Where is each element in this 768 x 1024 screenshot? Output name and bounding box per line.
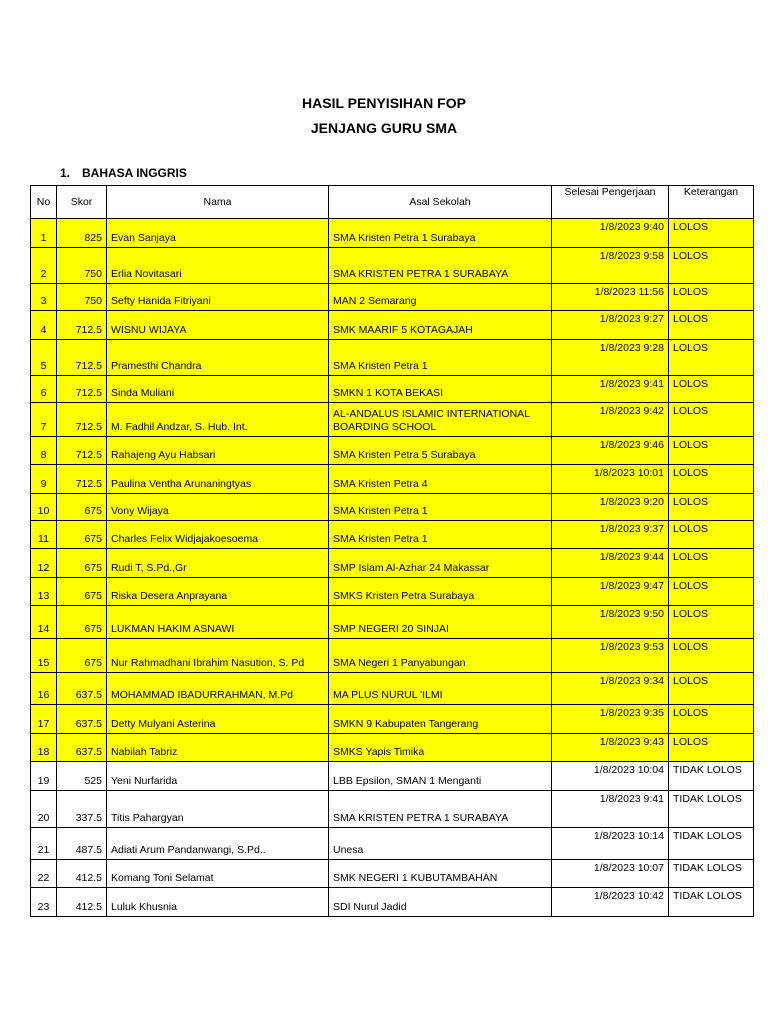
table-row: [31, 219, 754, 248]
cell-selesai-pengerjaan: 1/8/2023 9:41: [552, 791, 669, 828]
cell-nama: WISNU WIJAYA: [107, 311, 329, 340]
cell-nama: Rahajeng Ayu Habsari: [107, 437, 329, 465]
cell-asal-sekolah: SMKS Kristen Petra Surabaya: [329, 578, 552, 606]
header-nama: Nama: [107, 186, 329, 219]
section-title: BAHASA INGGRIS: [82, 166, 187, 180]
cell-nama: Nabilah Tabriz: [107, 734, 329, 762]
cell-selesai-pengerjaan: 1/8/2023 9:27: [552, 311, 669, 340]
table-row: [31, 578, 754, 606]
cell-keterangan: TIDAK LOLOS: [669, 791, 754, 828]
cell-no: 1: [31, 219, 57, 248]
cell-keterangan: LOLOS: [669, 578, 754, 606]
cell-asal-sekolah: SMA Negeri 1 Panyabungan: [329, 639, 552, 673]
cell-selesai-pengerjaan: 1/8/2023 9:40: [552, 219, 669, 248]
cell-asal-sekolah: Unesa: [329, 828, 552, 860]
cell-skor: 412.5: [57, 888, 107, 917]
cell-no: 16: [31, 673, 57, 705]
cell-selesai-pengerjaan: 1/8/2023 9:20: [552, 494, 669, 521]
cell-nama: Rudi T, S.Pd.,Gr: [107, 549, 329, 578]
cell-no: 13: [31, 578, 57, 606]
cell-skor: 675: [57, 494, 107, 521]
cell-skor: 712.5: [57, 340, 107, 376]
cell-keterangan: LOLOS: [669, 437, 754, 465]
header-row: [31, 186, 754, 219]
cell-skor: 637.5: [57, 734, 107, 762]
cell-nama: Riska Desera Anprayana: [107, 578, 329, 606]
cell-asal-sekolah: SMP NEGERI 20 SINJAI: [329, 606, 552, 639]
cell-selesai-pengerjaan: 1/8/2023 9:44: [552, 549, 669, 578]
cell-no: 22: [31, 860, 57, 888]
header-keterangan: Keterangan: [669, 186, 754, 219]
title-line-1: HASIL PENYISIHAN FOP: [302, 95, 466, 111]
table-row: [31, 639, 754, 673]
table-row: [31, 494, 754, 521]
section-heading: [60, 165, 187, 181]
cell-asal-sekolah: SMA KRISTEN PETRA 1 SURABAYA: [329, 248, 552, 284]
cell-skor: 712.5: [57, 465, 107, 494]
cell-no: 8: [31, 437, 57, 465]
table-row: [31, 311, 754, 340]
cell-skor: 675: [57, 606, 107, 639]
table-row: [31, 828, 754, 860]
cell-skor: 712.5: [57, 437, 107, 465]
cell-no: 12: [31, 549, 57, 578]
cell-no: 2: [31, 248, 57, 284]
cell-nama: MOHAMMAD IBADURRAHMAN, M.Pd: [107, 673, 329, 705]
cell-asal-sekolah: SMA Kristen Petra 4: [329, 465, 552, 494]
cell-keterangan: LOLOS: [669, 403, 754, 437]
cell-selesai-pengerjaan: 1/8/2023 9:37: [552, 521, 669, 549]
cell-nama: Detty Mulyani Asterina: [107, 705, 329, 734]
table-row: [31, 606, 754, 639]
cell-skor: 712.5: [57, 376, 107, 403]
cell-no: 20: [31, 791, 57, 828]
cell-skor: 337.5: [57, 791, 107, 828]
cell-selesai-pengerjaan: 1/8/2023 9:34: [552, 673, 669, 705]
table-row: [31, 284, 754, 311]
cell-no: 4: [31, 311, 57, 340]
cell-no: 7: [31, 403, 57, 437]
cell-selesai-pengerjaan: 1/8/2023 9:47: [552, 578, 669, 606]
cell-keterangan: LOLOS: [669, 376, 754, 403]
cell-skor: 412.5: [57, 860, 107, 888]
cell-nama: Yeni Nurfarida: [107, 762, 329, 791]
cell-keterangan: LOLOS: [669, 639, 754, 673]
cell-nama: Erlia Novitasari: [107, 248, 329, 284]
cell-asal-sekolah: SMA Kristen Petra 1: [329, 494, 552, 521]
cell-skor: 750: [57, 284, 107, 311]
cell-no: 6: [31, 376, 57, 403]
cell-skor: 675: [57, 578, 107, 606]
cell-nama: LUKMAN HAKIM ASNAWI: [107, 606, 329, 639]
header-asal-sekolah: Asal Sekolah: [329, 186, 552, 219]
cell-nama: Evan Sanjaya: [107, 219, 329, 248]
cell-selesai-pengerjaan: 1/8/2023 9:50: [552, 606, 669, 639]
cell-nama: Adiati Arum Pandanwangi, S.Pd..: [107, 828, 329, 860]
cell-skor: 487.5: [57, 828, 107, 860]
cell-nama: Sefty Hanida Fitriyani: [107, 284, 329, 311]
cell-selesai-pengerjaan: 1/8/2023 9:53: [552, 639, 669, 673]
cell-keterangan: LOLOS: [669, 311, 754, 340]
cell-asal-sekolah: SMP Islam Al-Azhar 24 Makassar: [329, 549, 552, 578]
table-row: [31, 791, 754, 828]
cell-keterangan: LOLOS: [669, 494, 754, 521]
cell-asal-sekolah: SMK MAARIF 5 KOTAGAJAH: [329, 311, 552, 340]
table-row: [31, 860, 754, 888]
table-row: [31, 888, 754, 917]
cell-asal-sekolah: MA PLUS NURUL 'ILMI: [329, 673, 552, 705]
cell-selesai-pengerjaan: 1/8/2023 10:04: [552, 762, 669, 791]
cell-selesai-pengerjaan: 1/8/2023 9:35: [552, 705, 669, 734]
cell-asal-sekolah: SMA KRISTEN PETRA 1 SURABAYA: [329, 791, 552, 828]
cell-selesai-pengerjaan: 1/8/2023 9:41: [552, 376, 669, 403]
cell-asal-sekolah: SMKN 1 KOTA BEKASI: [329, 376, 552, 403]
cell-asal-sekolah: SMA Kristen Petra 1: [329, 521, 552, 549]
cell-no: 14: [31, 606, 57, 639]
cell-no: 23: [31, 888, 57, 917]
cell-nama: Titis Pahargyan: [107, 791, 329, 828]
cell-keterangan: LOLOS: [669, 705, 754, 734]
cell-keterangan: LOLOS: [669, 219, 754, 248]
cell-skor: 712.5: [57, 311, 107, 340]
header-no: No: [31, 186, 57, 219]
cell-keterangan: LOLOS: [669, 521, 754, 549]
cell-skor: 750: [57, 248, 107, 284]
table-body: [31, 219, 754, 917]
cell-nama: Nur Rahmadhani Ibrahim Nasution, S. Pd: [107, 639, 329, 673]
cell-selesai-pengerjaan: 1/8/2023 9:58: [552, 248, 669, 284]
header-skor: Skor: [57, 186, 107, 219]
cell-asal-sekolah: SDI Nurul Jadid: [329, 888, 552, 917]
cell-keterangan: LOLOS: [669, 284, 754, 311]
cell-skor: 712.5: [57, 403, 107, 437]
cell-no: 3: [31, 284, 57, 311]
cell-no: 9: [31, 465, 57, 494]
cell-keterangan: LOLOS: [669, 606, 754, 639]
cell-asal-sekolah: SMA Kristen Petra 1 Surabaya: [329, 219, 552, 248]
cell-selesai-pengerjaan: 1/8/2023 9:42: [552, 403, 669, 437]
table-row: [31, 705, 754, 734]
cell-keterangan: LOLOS: [669, 549, 754, 578]
table-row: [31, 437, 754, 465]
cell-no: 18: [31, 734, 57, 762]
cell-keterangan: LOLOS: [669, 673, 754, 705]
table-row: [31, 762, 754, 791]
cell-selesai-pengerjaan: 1/8/2023 9:43: [552, 734, 669, 762]
cell-no: 21: [31, 828, 57, 860]
cell-skor: 637.5: [57, 705, 107, 734]
title-line-2: JENJANG GURU SMA: [310, 120, 458, 136]
cell-skor: 637.5: [57, 673, 107, 705]
cell-no: 10: [31, 494, 57, 521]
cell-selesai-pengerjaan: 1/8/2023 10:42: [552, 888, 669, 917]
cell-nama: Luluk Khusnia: [107, 888, 329, 917]
cell-no: 5: [31, 340, 57, 376]
cell-nama: M. Fadhil Andzar, S. Hub. Int.: [107, 403, 329, 437]
cell-selesai-pengerjaan: 1/8/2023 10:07: [552, 860, 669, 888]
cell-nama: Paulina Ventha Arunaningtyas: [107, 465, 329, 494]
cell-no: 19: [31, 762, 57, 791]
table-row: [31, 340, 754, 376]
cell-asal-sekolah: MAN 2 Semarang: [329, 284, 552, 311]
cell-keterangan: LOLOS: [669, 340, 754, 376]
cell-nama: Charles Felix Widjajakoesoema: [107, 521, 329, 549]
cell-asal-sekolah: SMA Kristen Petra 1: [329, 340, 552, 376]
cell-selesai-pengerjaan: 1/8/2023 11:56: [552, 284, 669, 311]
table-row: [31, 734, 754, 762]
table-row: [31, 465, 754, 494]
cell-no: 17: [31, 705, 57, 734]
cell-asal-sekolah: SMKN 9 Kabupaten Tangerang: [329, 705, 552, 734]
cell-keterangan: TIDAK LOLOS: [669, 888, 754, 917]
cell-selesai-pengerjaan: 1/8/2023 9:46: [552, 437, 669, 465]
cell-asal-sekolah: SMA Kristen Petra 5 Surabaya: [329, 437, 552, 465]
cell-skor: 675: [57, 549, 107, 578]
cell-selesai-pengerjaan: 1/8/2023 10:14: [552, 828, 669, 860]
cell-keterangan: TIDAK LOLOS: [669, 828, 754, 860]
cell-nama: Pramesthi Chandra: [107, 340, 329, 376]
cell-keterangan: LOLOS: [669, 734, 754, 762]
cell-keterangan: LOLOS: [669, 248, 754, 284]
table-row: [31, 521, 754, 549]
cell-asal-sekolah: SMK NEGERI 1 KUBUTAMBAHAN: [329, 860, 552, 888]
cell-skor: 675: [57, 639, 107, 673]
table-row: [31, 549, 754, 578]
cell-nama: Komang Toni Selamat: [107, 860, 329, 888]
results-table: [30, 185, 754, 917]
cell-asal-sekolah: LBB Epsilon, SMAN 1 Menganti: [329, 762, 552, 791]
cell-nama: Sinda Muliani: [107, 376, 329, 403]
table-row: [31, 403, 754, 437]
cell-keterangan: TIDAK LOLOS: [669, 762, 754, 791]
cell-asal-sekolah: AL-ANDALUS ISLAMIC INTERNATIONAL BOARDING SCHOOL: [329, 403, 552, 437]
document-title: [0, 91, 768, 141]
cell-skor: 825: [57, 219, 107, 248]
cell-selesai-pengerjaan: 1/8/2023 10:01: [552, 465, 669, 494]
cell-keterangan: TIDAK LOLOS: [669, 860, 754, 888]
cell-skor: 675: [57, 521, 107, 549]
cell-skor: 525: [57, 762, 107, 791]
table-row: [31, 248, 754, 284]
cell-asal-sekolah: SMKS Yapis Timika: [329, 734, 552, 762]
cell-keterangan: LOLOS: [669, 465, 754, 494]
table-row: [31, 673, 754, 705]
cell-nama: Vony Wijaya: [107, 494, 329, 521]
header-selesai-pengerjaan: Selesai Pengerjaan: [552, 186, 669, 219]
section-number: 1.: [60, 166, 71, 180]
cell-no: 11: [31, 521, 57, 549]
table-row: [31, 376, 754, 403]
cell-no: 15: [31, 639, 57, 673]
cell-selesai-pengerjaan: 1/8/2023 9:28: [552, 340, 669, 376]
